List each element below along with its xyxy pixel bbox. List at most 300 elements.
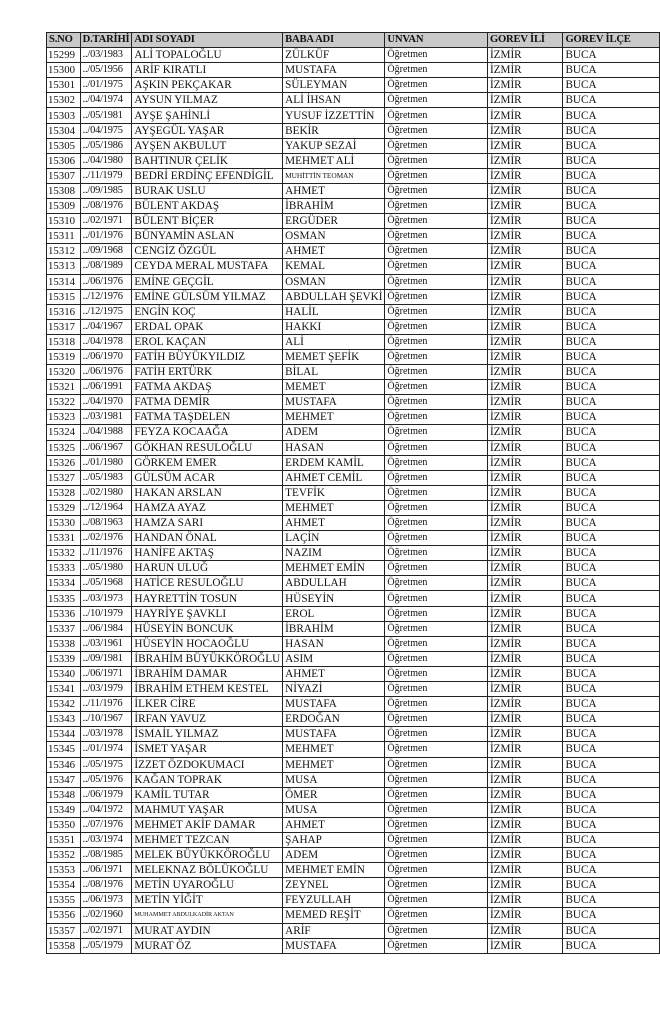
cell-title: Öğretmen <box>385 349 488 364</box>
cell-duty-province: İZMİR <box>487 863 563 878</box>
cell-title: Öğretmen <box>385 485 488 500</box>
cell-father-name: ERDOĞAN <box>283 712 385 727</box>
cell-birth-date: ../07/1976 <box>80 817 132 832</box>
cell-duty-province: İZMİR <box>487 229 563 244</box>
cell-sno: 15310 <box>47 214 81 229</box>
cell-father-name: BİLAL <box>283 365 385 380</box>
cell-full-name: EROL KAÇAN <box>132 334 283 349</box>
cell-sno: 15337 <box>47 621 81 636</box>
cell-sno: 15309 <box>47 199 81 214</box>
cell-duty-district: BUCA <box>563 561 660 576</box>
table-row <box>47 802 660 817</box>
cell-full-name: HAYRETTİN TOSUN <box>132 591 283 606</box>
cell-duty-province: İZMİR <box>487 244 563 259</box>
cell-duty-province: İZMİR <box>487 138 563 153</box>
cell-duty-province: İZMİR <box>487 440 563 455</box>
cell-father-name: ALİ İHSAN <box>283 93 385 108</box>
table-row <box>47 923 660 938</box>
cell-father-name: ÖMER <box>283 787 385 802</box>
cell-title: Öğretmen <box>385 757 488 772</box>
cell-duty-district: BUCA <box>563 123 660 138</box>
cell-father-name: MEHMET <box>283 742 385 757</box>
cell-title: Öğretmen <box>385 365 488 380</box>
cell-sno: 15314 <box>47 274 81 289</box>
cell-birth-date: ../06/1991 <box>80 380 132 395</box>
cell-sno: 15347 <box>47 772 81 787</box>
cell-duty-district: BUCA <box>563 697 660 712</box>
cell-sno: 15330 <box>47 516 81 531</box>
cell-full-name: EMİNE GEÇGİL <box>132 274 283 289</box>
cell-full-name: KAĞAN TOPRAK <box>132 772 283 787</box>
cell-birth-date: ../04/1980 <box>80 153 132 168</box>
cell-father-name: MUSTAFA <box>283 697 385 712</box>
cell-father-name: YUSUF İZZETTİN <box>283 108 385 123</box>
cell-sno: 15305 <box>47 138 81 153</box>
cell-full-name: CENGİZ ÖZGÜL <box>132 244 283 259</box>
cell-sno: 15312 <box>47 244 81 259</box>
cell-birth-date: ../09/1981 <box>80 651 132 666</box>
cell-duty-province: İZMİR <box>487 546 563 561</box>
cell-duty-province: İZMİR <box>487 349 563 364</box>
cell-duty-district: BUCA <box>563 878 660 893</box>
cell-duty-district: BUCA <box>563 712 660 727</box>
cell-full-name: BAHTINUR ÇELİK <box>132 153 283 168</box>
cell-title: Öğretmen <box>385 576 488 591</box>
cell-father-name: MUSA <box>283 802 385 817</box>
cell-duty-district: BUCA <box>563 440 660 455</box>
cell-birth-date: ../06/1984 <box>80 621 132 636</box>
cell-duty-province: İZMİR <box>487 832 563 847</box>
table-row <box>47 878 660 893</box>
table-row <box>47 319 660 334</box>
header-title: UNVAN <box>385 33 488 48</box>
table-row <box>47 455 660 470</box>
cell-sno: 15355 <box>47 893 81 908</box>
cell-title: Öğretmen <box>385 425 488 440</box>
cell-father-name: ARİF <box>283 923 385 938</box>
cell-title: Öğretmen <box>385 380 488 395</box>
cell-duty-province: İZMİR <box>487 168 563 183</box>
cell-father-name: AHMET CEMİL <box>283 470 385 485</box>
cell-title: Öğretmen <box>385 923 488 938</box>
cell-father-name: MEMET ŞEFİK <box>283 349 385 364</box>
cell-duty-district: BUCA <box>563 380 660 395</box>
cell-father-name: İBRAHİM <box>283 621 385 636</box>
cell-full-name: AYŞEGÜL YAŞAR <box>132 123 283 138</box>
cell-birth-date: ../04/1974 <box>80 93 132 108</box>
cell-duty-district: BUCA <box>563 349 660 364</box>
cell-father-name: LAÇİN <box>283 531 385 546</box>
cell-birth-date: ../01/1980 <box>80 455 132 470</box>
header-sno: S.NO <box>47 33 81 48</box>
cell-father-name: HALİL <box>283 304 385 319</box>
cell-duty-district: BUCA <box>563 576 660 591</box>
table-row <box>47 304 660 319</box>
cell-birth-date: ../04/1970 <box>80 395 132 410</box>
cell-sno: 15354 <box>47 878 81 893</box>
cell-father-name: MEHMET ALİ <box>283 153 385 168</box>
cell-duty-province: İZMİR <box>487 893 563 908</box>
cell-birth-date: ../12/1975 <box>80 304 132 319</box>
cell-sno: 15336 <box>47 606 81 621</box>
cell-sno: 15306 <box>47 153 81 168</box>
cell-full-name: GÖRKEM EMER <box>132 455 283 470</box>
cell-father-name: ABDULLAH ŞEVKİ <box>283 289 385 304</box>
cell-sno: 15316 <box>47 304 81 319</box>
cell-birth-date: ../03/1978 <box>80 727 132 742</box>
cell-birth-date: ../05/1980 <box>80 561 132 576</box>
cell-birth-date: ../05/1956 <box>80 63 132 78</box>
cell-duty-district: BUCA <box>563 108 660 123</box>
cell-title: Öğretmen <box>385 621 488 636</box>
cell-title: Öğretmen <box>385 848 488 863</box>
cell-sno: 15311 <box>47 229 81 244</box>
table-row <box>47 893 660 908</box>
table-row <box>47 787 660 802</box>
cell-full-name: HANDAN ÖNAL <box>132 531 283 546</box>
table-row <box>47 666 660 681</box>
cell-duty-district: BUCA <box>563 682 660 697</box>
cell-full-name: İZZET ÖZDOKUMACI <box>132 757 283 772</box>
table-row <box>47 78 660 93</box>
cell-father-name: AHMET <box>283 666 385 681</box>
cell-sno: 15318 <box>47 334 81 349</box>
table-body <box>47 48 660 954</box>
cell-title: Öğretmen <box>385 395 488 410</box>
cell-sno: 15349 <box>47 802 81 817</box>
cell-duty-province: İZMİR <box>487 591 563 606</box>
cell-full-name: MELEKNAZ BÖLÜKOĞLU <box>132 863 283 878</box>
cell-father-name: ZEYNEL <box>283 878 385 893</box>
cell-birth-date: ../08/1985 <box>80 848 132 863</box>
cell-birth-date: ../05/1979 <box>80 938 132 953</box>
cell-full-name: HÜSEYİN BONCUK <box>132 621 283 636</box>
cell-father-name: AHMET <box>283 817 385 832</box>
cell-duty-district: BUCA <box>563 153 660 168</box>
cell-birth-date: ../06/1973 <box>80 893 132 908</box>
cell-duty-province: İZMİR <box>487 516 563 531</box>
cell-sno: 15299 <box>47 48 81 63</box>
cell-duty-district: BUCA <box>563 229 660 244</box>
cell-birth-date: ../03/1961 <box>80 636 132 651</box>
cell-title: Öğretmen <box>385 78 488 93</box>
cell-full-name: KAMİL TUTAR <box>132 787 283 802</box>
cell-sno: 15321 <box>47 380 81 395</box>
cell-sno: 15307 <box>47 168 81 183</box>
cell-father-name: BEKİR <box>283 123 385 138</box>
cell-duty-province: İZMİR <box>487 365 563 380</box>
cell-full-name: BÜLENT BİÇER <box>132 214 283 229</box>
cell-duty-province: İZMİR <box>487 319 563 334</box>
staff-table <box>46 32 660 954</box>
cell-sno: 15339 <box>47 651 81 666</box>
cell-duty-district: BUCA <box>563 742 660 757</box>
cell-birth-date: ../04/1988 <box>80 425 132 440</box>
cell-title: Öğretmen <box>385 742 488 757</box>
cell-title: Öğretmen <box>385 772 488 787</box>
cell-duty-district: BUCA <box>563 531 660 546</box>
cell-father-name: ZÜLKÜF <box>283 48 385 63</box>
cell-full-name: İRFAN YAVUZ <box>132 712 283 727</box>
cell-sno: 15331 <box>47 531 81 546</box>
table-row <box>47 742 660 757</box>
cell-full-name: MAHMUT YAŞAR <box>132 802 283 817</box>
cell-father-name: MEHMET EMİN <box>283 863 385 878</box>
cell-duty-district: BUCA <box>563 908 660 923</box>
cell-duty-province: İZMİR <box>487 63 563 78</box>
header-birth-date: D.TARİHİ <box>80 33 132 48</box>
header-duty-district: GOREV İLÇE <box>563 33 660 48</box>
cell-father-name: YAKUP SEZAİ <box>283 138 385 153</box>
cell-sno: 15357 <box>47 923 81 938</box>
cell-full-name: FEYZA KOCAAĞA <box>132 425 283 440</box>
cell-full-name: İSMET YAŞAR <box>132 742 283 757</box>
cell-duty-province: İZMİR <box>487 531 563 546</box>
cell-father-name: MEHMET EMİN <box>283 561 385 576</box>
cell-duty-province: İZMİR <box>487 48 563 63</box>
cell-duty-district: BUCA <box>563 727 660 742</box>
cell-duty-province: İZMİR <box>487 802 563 817</box>
table-row <box>47 832 660 847</box>
table-row <box>47 697 660 712</box>
cell-full-name: EMİNE GÜLSÜM YILMAZ <box>132 289 283 304</box>
cell-duty-province: İZMİR <box>487 470 563 485</box>
cell-title: Öğretmen <box>385 108 488 123</box>
cell-sno: 15353 <box>47 863 81 878</box>
cell-duty-province: İZMİR <box>487 697 563 712</box>
cell-duty-district: BUCA <box>563 455 660 470</box>
cell-duty-district: BUCA <box>563 244 660 259</box>
cell-father-name: MUSA <box>283 772 385 787</box>
cell-sno: 15328 <box>47 485 81 500</box>
cell-duty-province: İZMİR <box>487 485 563 500</box>
table-row <box>47 727 660 742</box>
cell-duty-district: BUCA <box>563 93 660 108</box>
table-row <box>47 516 660 531</box>
cell-birth-date: ../06/1971 <box>80 863 132 878</box>
cell-duty-district: BUCA <box>563 304 660 319</box>
cell-title: Öğretmen <box>385 561 488 576</box>
cell-sno: 15348 <box>47 787 81 802</box>
cell-title: Öğretmen <box>385 93 488 108</box>
cell-title: Öğretmen <box>385 183 488 198</box>
cell-duty-province: İZMİR <box>487 153 563 168</box>
table-row <box>47 606 660 621</box>
cell-duty-province: İZMİR <box>487 621 563 636</box>
cell-duty-province: İZMİR <box>487 259 563 274</box>
cell-full-name: MUHAMMET ABDULKADİR AKTAN <box>132 908 283 923</box>
cell-full-name: FATMA DEMİR <box>132 395 283 410</box>
cell-birth-date: ../02/1976 <box>80 531 132 546</box>
cell-duty-province: İZMİR <box>487 742 563 757</box>
cell-father-name: MEHMET <box>283 757 385 772</box>
cell-title: Öğretmen <box>385 153 488 168</box>
cell-father-name: ALİ <box>283 334 385 349</box>
cell-birth-date: ../02/1980 <box>80 485 132 500</box>
cell-title: Öğretmen <box>385 319 488 334</box>
table-row <box>47 63 660 78</box>
cell-father-name: OSMAN <box>283 229 385 244</box>
cell-birth-date: ../04/1978 <box>80 334 132 349</box>
cell-sno: 15319 <box>47 349 81 364</box>
cell-duty-district: BUCA <box>563 199 660 214</box>
cell-father-name: FEYZULLAH <box>283 893 385 908</box>
cell-father-name: MUHİTTİN TEOMAN <box>283 168 385 183</box>
cell-sno: 15343 <box>47 712 81 727</box>
cell-duty-district: BUCA <box>563 183 660 198</box>
cell-sno: 15315 <box>47 289 81 304</box>
cell-duty-province: İZMİR <box>487 727 563 742</box>
cell-sno: 15329 <box>47 500 81 515</box>
cell-title: Öğretmen <box>385 244 488 259</box>
cell-duty-district: BUCA <box>563 334 660 349</box>
cell-birth-date: ../06/1976 <box>80 365 132 380</box>
table-row <box>47 168 660 183</box>
cell-birth-date: ../06/1976 <box>80 274 132 289</box>
table-row <box>47 817 660 832</box>
cell-birth-date: ../09/1985 <box>80 183 132 198</box>
cell-full-name: AYŞE ŞAHİNLİ <box>132 108 283 123</box>
cell-title: Öğretmen <box>385 48 488 63</box>
cell-title: Öğretmen <box>385 697 488 712</box>
table-row <box>47 531 660 546</box>
table-row <box>47 576 660 591</box>
table-row <box>47 908 660 923</box>
cell-title: Öğretmen <box>385 259 488 274</box>
cell-full-name: HÜSEYİN HOCAOĞLU <box>132 636 283 651</box>
cell-father-name: AHMET <box>283 183 385 198</box>
cell-full-name: İBRAHİM BÜYÜKKÖROĞLU <box>132 651 283 666</box>
cell-duty-district: BUCA <box>563 78 660 93</box>
cell-full-name: HAMZA SARI <box>132 516 283 531</box>
cell-duty-province: İZMİR <box>487 787 563 802</box>
table-row <box>47 757 660 772</box>
cell-sno: 15322 <box>47 395 81 410</box>
cell-title: Öğretmen <box>385 500 488 515</box>
cell-duty-province: İZMİR <box>487 380 563 395</box>
cell-title: Öğretmen <box>385 787 488 802</box>
cell-full-name: HAMZA AYAZ <box>132 500 283 515</box>
cell-father-name: AHMET <box>283 244 385 259</box>
cell-title: Öğretmen <box>385 138 488 153</box>
cell-title: Öğretmen <box>385 802 488 817</box>
cell-duty-district: BUCA <box>563 259 660 274</box>
table-row <box>47 636 660 651</box>
cell-duty-province: İZMİR <box>487 938 563 953</box>
cell-full-name: İSMAİL YILMAZ <box>132 727 283 742</box>
cell-father-name: MEMET <box>283 380 385 395</box>
cell-duty-district: BUCA <box>563 848 660 863</box>
cell-duty-district: BUCA <box>563 48 660 63</box>
cell-title: Öğretmen <box>385 878 488 893</box>
table-row <box>47 395 660 410</box>
cell-duty-district: BUCA <box>563 938 660 953</box>
table-row <box>47 259 660 274</box>
cell-title: Öğretmen <box>385 591 488 606</box>
cell-duty-province: İZMİR <box>487 878 563 893</box>
cell-sno: 15342 <box>47 697 81 712</box>
cell-birth-date: ../12/1964 <box>80 500 132 515</box>
cell-duty-district: BUCA <box>563 757 660 772</box>
cell-duty-district: BUCA <box>563 636 660 651</box>
header-duty-province: GOREV İLİ <box>487 33 563 48</box>
cell-duty-province: İZMİR <box>487 500 563 515</box>
cell-duty-province: İZMİR <box>487 757 563 772</box>
cell-duty-province: İZMİR <box>487 410 563 425</box>
cell-birth-date: ../08/1976 <box>80 878 132 893</box>
cell-birth-date: ../05/1975 <box>80 757 132 772</box>
cell-father-name: NİYAZİ <box>283 682 385 697</box>
cell-father-name: OSMAN <box>283 274 385 289</box>
cell-title: Öğretmen <box>385 606 488 621</box>
cell-sno: 15338 <box>47 636 81 651</box>
cell-duty-district: BUCA <box>563 410 660 425</box>
cell-full-name: BURAK USLU <box>132 183 283 198</box>
cell-duty-district: BUCA <box>563 138 660 153</box>
cell-birth-date: ../06/1971 <box>80 666 132 681</box>
table-row <box>47 48 660 63</box>
cell-father-name: HÜSEYİN <box>283 591 385 606</box>
cell-birth-date: ../11/1976 <box>80 697 132 712</box>
cell-title: Öğretmen <box>385 682 488 697</box>
cell-duty-province: İZMİR <box>487 908 563 923</box>
cell-title: Öğretmen <box>385 666 488 681</box>
cell-full-name: GÖKHAN RESULOĞLU <box>132 440 283 455</box>
cell-full-name: HAYRİYE ŞAVKLI <box>132 606 283 621</box>
table-row <box>47 425 660 440</box>
cell-duty-district: BUCA <box>563 516 660 531</box>
cell-duty-province: İZMİR <box>487 123 563 138</box>
table-row <box>47 138 660 153</box>
cell-full-name: ALİ TOPALOĞLU <box>132 48 283 63</box>
cell-duty-district: BUCA <box>563 395 660 410</box>
table-row <box>47 848 660 863</box>
cell-father-name: NAZIM <box>283 546 385 561</box>
cell-title: Öğretmen <box>385 214 488 229</box>
cell-full-name: HATİCE RESULOĞLU <box>132 576 283 591</box>
cell-full-name: FATMA TAŞDELEN <box>132 410 283 425</box>
cell-duty-province: İZMİR <box>487 848 563 863</box>
cell-title: Öğretmen <box>385 651 488 666</box>
cell-sno: 15301 <box>47 78 81 93</box>
cell-duty-province: İZMİR <box>487 455 563 470</box>
cell-duty-district: BUCA <box>563 832 660 847</box>
cell-duty-province: İZMİR <box>487 289 563 304</box>
cell-sno: 15351 <box>47 832 81 847</box>
cell-birth-date: ../06/1967 <box>80 440 132 455</box>
cell-full-name: MELEK BÜYÜKKÖROĞLU <box>132 848 283 863</box>
cell-birth-date: ../09/1968 <box>80 244 132 259</box>
cell-sno: 15313 <box>47 259 81 274</box>
table-row <box>47 349 660 364</box>
cell-duty-district: BUCA <box>563 893 660 908</box>
cell-duty-province: İZMİR <box>487 561 563 576</box>
table-row <box>47 365 660 380</box>
cell-title: Öğretmen <box>385 440 488 455</box>
cell-title: Öğretmen <box>385 289 488 304</box>
table-row <box>47 410 660 425</box>
cell-father-name: MUSTAFA <box>283 395 385 410</box>
cell-birth-date: ../05/1976 <box>80 772 132 787</box>
cell-duty-province: İZMİR <box>487 214 563 229</box>
cell-birth-date: ../02/1971 <box>80 214 132 229</box>
cell-title: Öğretmen <box>385 546 488 561</box>
cell-full-name: İLKER CİRE <box>132 697 283 712</box>
cell-sno: 15327 <box>47 470 81 485</box>
cell-father-name: ERGÜDER <box>283 214 385 229</box>
cell-title: Öğretmen <box>385 455 488 470</box>
cell-duty-district: BUCA <box>563 802 660 817</box>
